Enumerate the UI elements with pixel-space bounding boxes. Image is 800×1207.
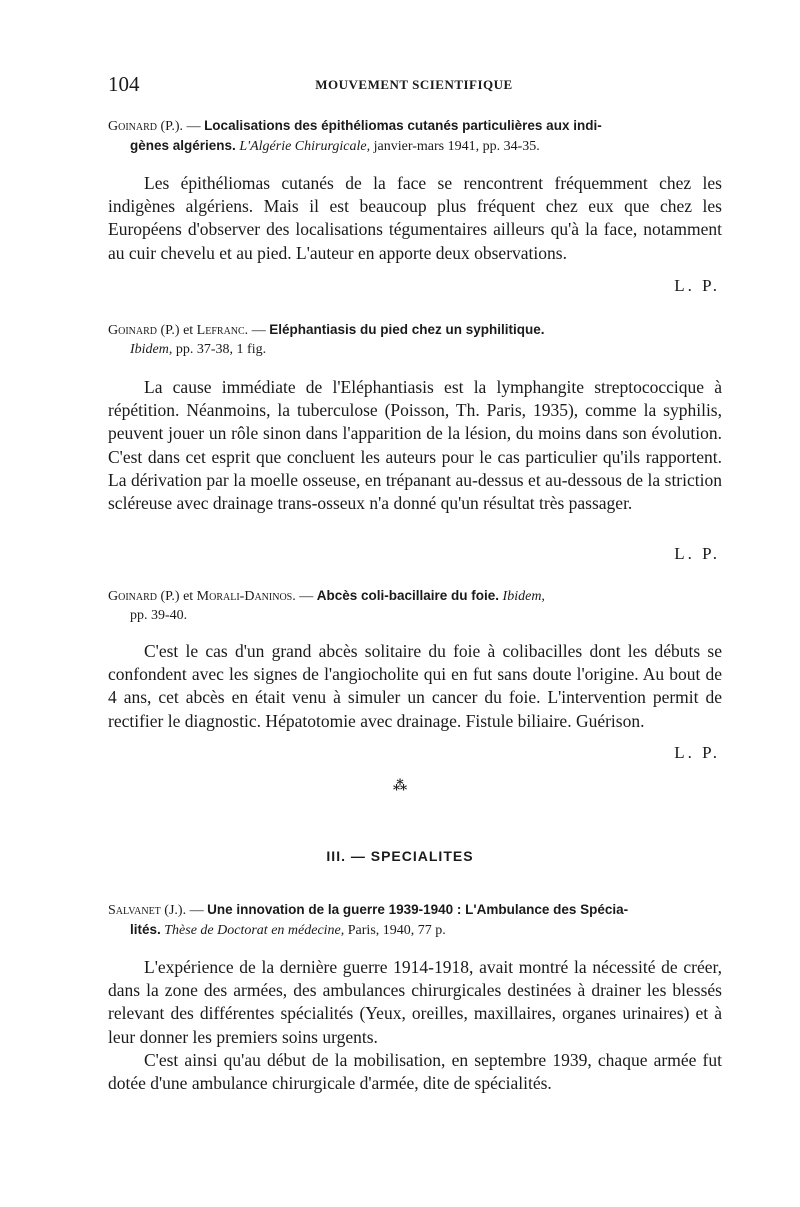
reference-title: Abcès coli-bacillaire du foie. [316, 588, 500, 603]
page-number: 104 [108, 72, 140, 96]
running-head: MOUVEMENT SCIENTIFIQUE [315, 77, 513, 92]
reference-title-continued: lités. [130, 922, 161, 937]
section-heading: III. — SPECIALITES [326, 848, 474, 864]
author-name: Salvanet [108, 903, 161, 918]
conjunction: et [183, 323, 194, 338]
reference-3 [108, 586, 722, 625]
reference-source: L'Algérie Chirurgicale, [239, 139, 371, 154]
conjunction: et [183, 589, 194, 604]
reference-details: pp. 39-40. [130, 608, 188, 623]
author-name: Goinard [108, 323, 157, 338]
author-initial: (P.). [160, 119, 184, 134]
dash: — [299, 589, 314, 604]
dash: — [251, 323, 266, 338]
reference-details: Paris, 1940, 77 p. [347, 923, 446, 938]
dash: — [189, 903, 204, 918]
abstract-4 [108, 956, 722, 1095]
asterism-separator: ⁂ [392, 779, 408, 794]
signature: L. P. [674, 544, 720, 563]
author-name: Goinard [108, 589, 157, 604]
author-name: Goinard [108, 119, 157, 134]
reference-source: Thèse de Doctorat en médecine, [164, 923, 345, 938]
reference-title: Localisations des épithéliomas cutanés particulières aux indi- [204, 118, 602, 133]
abstract-2 [108, 376, 722, 515]
reference-title: Eléphantiasis du pied chez un syphilitique. [269, 322, 545, 337]
reference-4 [108, 900, 722, 940]
reference-title: Une innovation de la guerre 1939-1940 : L'Ambulance des Spécia- [207, 902, 629, 917]
reference-source: Ibidem, [130, 342, 173, 357]
abstract-paragraph: C'est le cas d'un grand abcès solitaire du foie à colibacilles dont les débuts se confondent avec les signes de l'angiocholite qui en fut sans doute l'origine. Au bout de 4 ans, cet abcès en était venu à simuler un cancer du foie. L'intervention permit de rectifier le diagnostic. Hépatotomie avec drainage. Fistule biliaire. Guérison. [108, 641, 722, 731]
dash: — [186, 119, 201, 134]
reference-details: janvier-mars 1941, pp. 34-35. [373, 139, 540, 154]
reference-2 [108, 320, 722, 359]
author-initial: (J.). [164, 903, 187, 918]
abstract-paragraph: La cause immédiate de l'Eléphantiasis est la lymphangite streptococcique à répétition. Néanmoins, la tuberculose (Poisson, Th. Paris, 1935), comme la syphilis, peuvent jouer un rôle sinon dans l'apparition de la lésion, du moins dans son évolution. C'est dans cet esprit que concluent les auteurs pour le cas particulier qu'ils rapportent. La dérivation par la moelle osseuse, en trépanant au-dessus et au-dessous de la striction scléreuse avec drainage trans-osseux n'a donné qu'un résultat très passager. [108, 377, 722, 514]
signature: L. P. [674, 743, 720, 762]
signature: L. P. [674, 276, 720, 295]
reference-source: Ibidem, [502, 589, 545, 604]
reference-details: pp. 37-38, 1 fig. [175, 342, 267, 357]
author-initial: (P.) [160, 589, 180, 604]
abstract-paragraph: C'est ainsi qu'au début de la mobilisation, en septembre 1939, chaque armée fut dotée d'une ambulance chirurgicale d'armée, dite de spécialités. [108, 1049, 722, 1094]
coauthor-name: Morali-Daninos. [196, 589, 296, 604]
abstract-paragraph: Les épithéliomas cutanés de la face se rencontrent fréquemment chez les indigènes algériens. Mais il est beaucoup plus fréquent chez eux que chez les Européens d'observer des localisations tégumentaires ailleurs qu'à la face, notamment au cuir chevelu et au pied. L'auteur en apporte deux observations. [108, 173, 722, 263]
reference-title-continued: gènes algériens. [130, 138, 236, 153]
coauthor-name: Lefranc. [196, 323, 249, 338]
abstract-3 [108, 640, 722, 733]
abstract-1 [108, 172, 722, 265]
page-header [108, 72, 720, 96]
abstract-paragraph: L'expérience de la dernière guerre 1914-1918, avait montré la nécessité de créer, dans la zone des armées, des ambulances chirurgicales destinées à drainer les blessés relevant des différentes spécialités (Yeux, oreilles, maxillaires, organes urinaires) et à leur donner les premiers soins urgents. [108, 957, 722, 1047]
reference-1 [108, 116, 722, 156]
author-initial: (P.) [160, 323, 180, 338]
